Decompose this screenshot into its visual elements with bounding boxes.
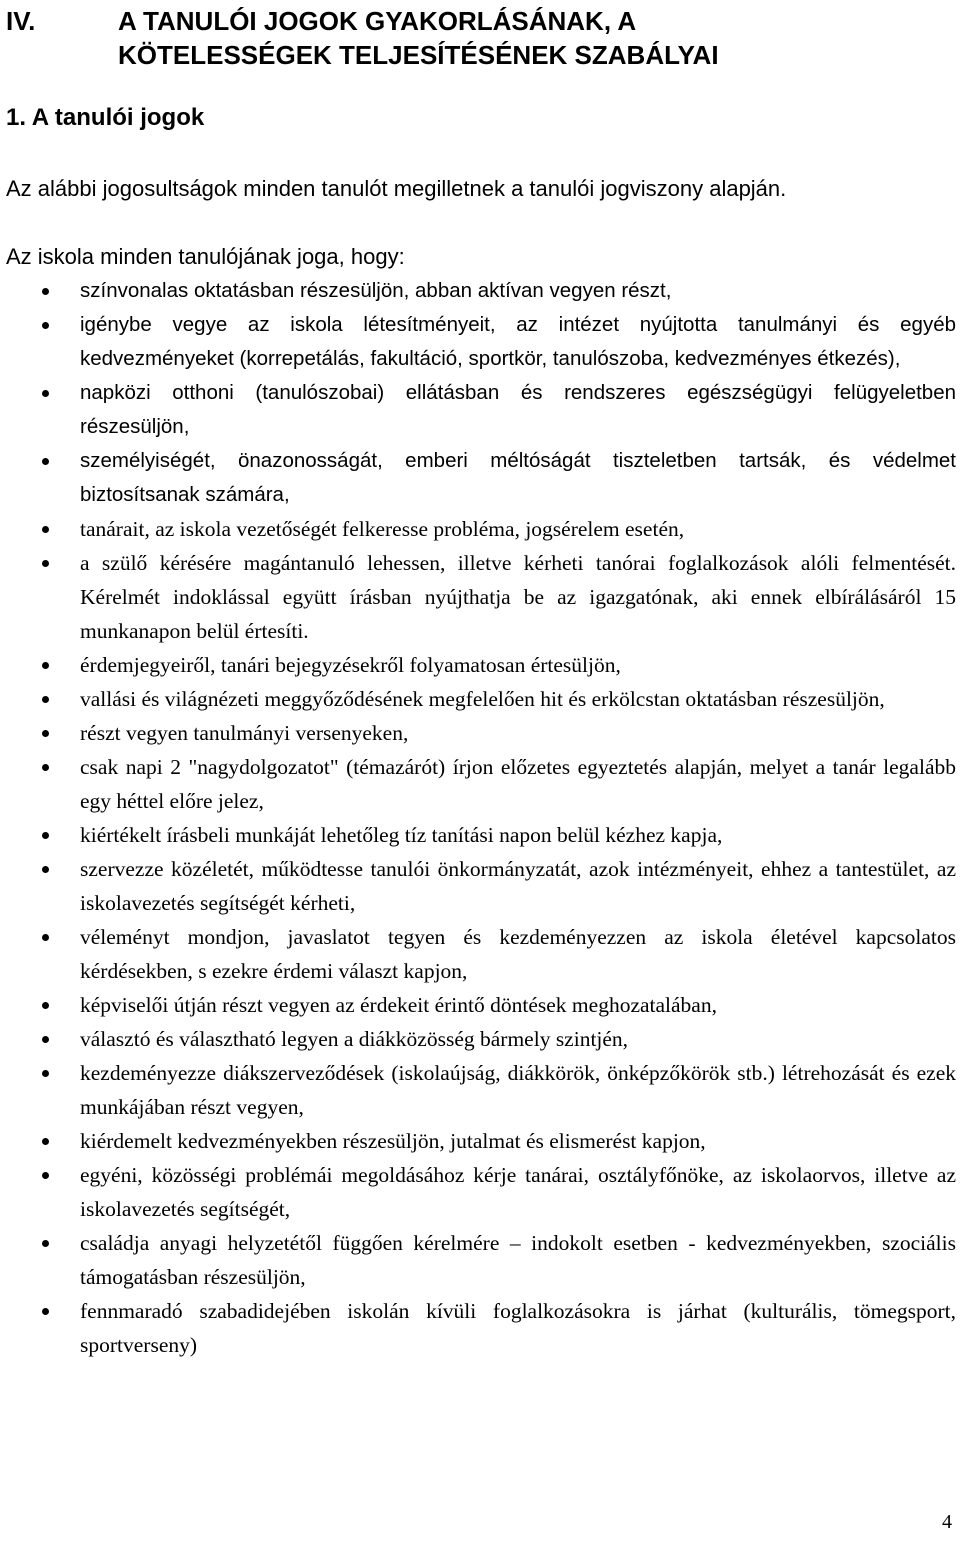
- bullet-icon: [42, 1138, 49, 1145]
- bullet-icon: [42, 866, 49, 873]
- list-item: [0, 274, 956, 308]
- list-item: [0, 1124, 956, 1158]
- bullet-icon: [42, 662, 49, 669]
- list-item-text: részt vegyen tanulmányi versenyeken,: [80, 721, 409, 745]
- list-item: [0, 852, 956, 920]
- list-item: [0, 682, 956, 716]
- list-item: [0, 648, 956, 682]
- list-item-text: személyiségét, önazonosságát, emberi méltóságát tiszteletben tartsák, és védelmet biztosítsanak számára,: [80, 449, 956, 506]
- list-item-text: kiértékelt írásbeli munkáját lehetőleg tíz tanítási napon belül kézhez kapja,: [80, 823, 723, 847]
- bullet-icon: [42, 1240, 49, 1247]
- list-item-text: választó és választható legyen a diákközösség bármely szintjén,: [80, 1027, 629, 1051]
- bullet-icon: [42, 1308, 49, 1315]
- intro-paragraph: Az alábbi jogosultságok minden tanulót megilletnek a tanulói jogviszony alapján.: [6, 176, 787, 201]
- bullet-icon: [42, 696, 49, 703]
- bullet-icon: [42, 764, 49, 771]
- list-item-text: kezdeményezze diákszerveződések (iskolaújság, diákkörök, önképzőkörök stb.) létrehozását és ezek munkájában részt vegyen,: [80, 1061, 956, 1119]
- list-item: [0, 818, 956, 852]
- list-item: [0, 1294, 956, 1362]
- list-item-text: képviselői útján részt vegyen az érdekeit érintő döntések meghozatalában,: [80, 993, 717, 1017]
- list-item: [0, 376, 956, 444]
- list-item: [0, 716, 956, 750]
- bullet-icon: [42, 730, 49, 737]
- section-heading: 1. A tanulói jogok: [6, 104, 205, 131]
- bullet-icon: [42, 560, 49, 567]
- list-item-text: csak napi 2 "nagydolgozatot" (témazárót) írjon előzetes egyeztetés alapján, melyet a tanár legalább egy héttel előre jelez,: [80, 755, 956, 813]
- page-number: 4: [942, 1511, 952, 1533]
- bullet-icon: [42, 288, 49, 295]
- bullet-icon: [42, 1002, 49, 1009]
- list-item-text: egyéni, közösségi problémái megoldásához kérje tanárai, osztályfőnöke, az iskolaorvos, illetve az iskolavezetés segítségét,: [80, 1163, 956, 1221]
- list-item-text: kiérdemelt kedvezményekben részesüljön, jutalmat és elismerést kapjon,: [80, 1129, 706, 1153]
- list-item: [0, 308, 956, 376]
- bullet-icon: [42, 1070, 49, 1077]
- list-item: [0, 1056, 956, 1124]
- chapter-title: [118, 4, 946, 72]
- bullet-icon: [42, 526, 49, 533]
- rights-lead-sentence: Az iskola minden tanulójának joga, hogy:: [6, 244, 405, 269]
- list-item-text: véleményt mondjon, javaslatot tegyen és kezdeményezzen az iskola életével kapcsolatos kérdésekben, s ezekre érdemi választ kapjon,: [80, 925, 956, 983]
- chapter-title-line-2: KÖTELESSÉGEK TELJESÍTÉSÉNEK SZABÁLYAI: [118, 40, 719, 70]
- bullet-icon: [42, 458, 49, 465]
- list-item-text: tanárait, az iskola vezetőségét felkeresse probléma, jogsérelem esetén,: [80, 517, 685, 541]
- rights-list: [0, 274, 960, 1362]
- list-item: [0, 1226, 956, 1294]
- bullet-icon: [42, 390, 49, 397]
- bullet-icon: [42, 832, 49, 839]
- list-item-text: fennmaradó szabadidejében iskolán kívüli foglalkozásokra is járhat (kulturális, tömegsport, sportverseny): [80, 1299, 956, 1357]
- list-item-text: családja anyagi helyzetétől függően kérelmére – indokolt esetben - kedvezményekben, szociális támogatásban részesüljön,: [80, 1231, 956, 1289]
- list-item-text: színvonalas oktatásban részesüljön, abban aktívan vegyen részt,: [80, 279, 672, 302]
- bullet-icon: [42, 934, 49, 941]
- list-item-text: érdemjegyeiről, tanári bejegyzésekről folyamatosan értesüljön,: [80, 653, 621, 677]
- list-item: [0, 988, 956, 1022]
- list-item: [0, 920, 956, 988]
- list-item-text: szervezze közéletét, működtesse tanulói önkormányzatát, azok intézményeit, ehhez a tantestület, az iskolavezetés segítségét kérheti,: [80, 857, 956, 915]
- list-item: [0, 750, 956, 818]
- list-item-text: vallási és világnézeti meggyőződésének megfelelően hit és erkölcstan oktatásban részesüljön,: [80, 687, 885, 711]
- list-item: [0, 1158, 956, 1226]
- list-item: [0, 444, 956, 512]
- list-item-text: igénybe vegye az iskola létesítményeit, az intézet nyújtotta tanulmányi és egyéb kedvezményeket (korrepetálás, fakultáció, sportkör, tanulószoba, kedvezményes étkezés),: [80, 313, 956, 370]
- list-item-text: napközi otthoni (tanulószobai) ellátásban és rendszeres egészségügyi felügyeletben részesüljön,: [80, 381, 956, 438]
- bullet-icon: [42, 1036, 49, 1043]
- list-item-text: a szülő kérésére magántanuló lehessen, illetve kérheti tanórai foglalkozások alóli felmentését. Kérelmét indoklással együtt írásban nyújthatja be az igazgatónak, aki ennek elbírálásáról 15 munkanapon belül értesíti.: [80, 551, 956, 643]
- chapter-heading: [6, 4, 946, 72]
- list-item: [0, 546, 956, 648]
- list-item: [0, 1022, 956, 1056]
- list-item: [0, 512, 956, 546]
- chapter-title-line-1: A TANULÓI JOGOK GYAKORLÁSÁNAK, A: [118, 6, 637, 36]
- bullet-icon: [42, 322, 49, 329]
- bullet-icon: [42, 1172, 49, 1179]
- chapter-number: IV.: [6, 6, 36, 36]
